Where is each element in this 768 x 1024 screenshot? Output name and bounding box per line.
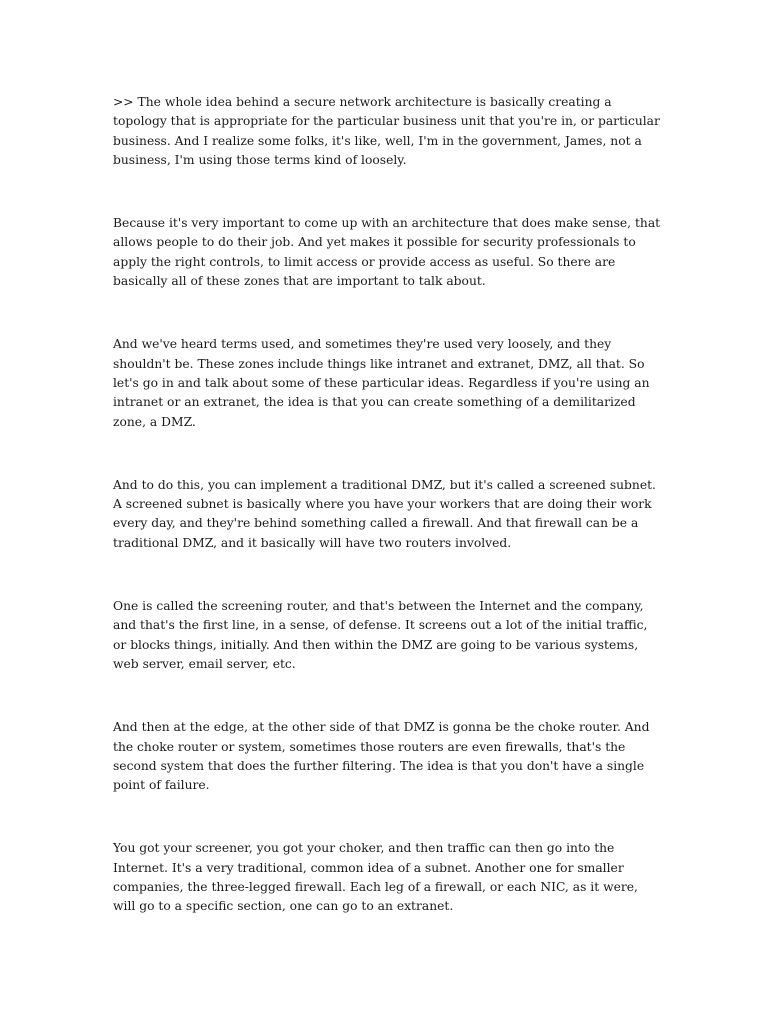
paragraph-1: >> The whole idea behind a secure network architecture is basically creating a topology that is appropriate for the particular business unit that you're in, or particular business. And I realize some folks, it's like, well, I'm in the government, James, not a business, I'm using those terms kind of loosely. — [113, 95, 660, 167]
paragraph-4: And to do this, you can implement a traditional DMZ, but it's called a screened subnet. A screened subnet is basically where you have your workers that are doing their work every day, and they're behind something called a firewall. And that firewall can be a traditional DMZ, and it basically will have two routers involved. — [113, 477, 656, 550]
paragraph-6: And then at the edge, at the other side of that DMZ is gonna be the choke router. And the choke router or system, sometimes those routers are even firewalls, that's the second system that does the further filtering. The idea is that you don't have a single point of failure. — [113, 720, 650, 793]
paragraph-5: One is called the screening router, and that's between the Internet and the company, and that's the first line, in a sense, of defense. It screens out a lot of the initial traffic, or blocks things, initially. And then within the DMZ are going to be various systems, web server, email server, etc. — [113, 599, 648, 671]
paragraph-2: Because it's very important to come up with an architecture that does make sense, that allows people to do their job. And yet makes it possible for security professionals to apply the right controls, to limit access or provide access as useful. So there are basically all of these zones that are important to talk about. — [113, 216, 661, 289]
paragraph-3: And we've heard terms used, and sometimes they're used very loosely, and they shouldn't be. These zones include things like intranet and extranet, DMZ, all that. So let's go in and talk about some of these particular ideas. Regardless if you're using an intranet or an extranet, the idea is that you can create something of a demilitarized zone, a DMZ. — [113, 337, 650, 429]
document-page — [113, 93, 661, 961]
paragraph-7: You got your screener, you got your choker, and then traffic can then go into the Internet. It's a very traditional, common idea of a subnet. Another one for smaller companies, the three-legged firewall. Each leg of a firewall, or each NIC, as it were, will go to a specific section, one can go to an extranet. — [113, 841, 638, 914]
